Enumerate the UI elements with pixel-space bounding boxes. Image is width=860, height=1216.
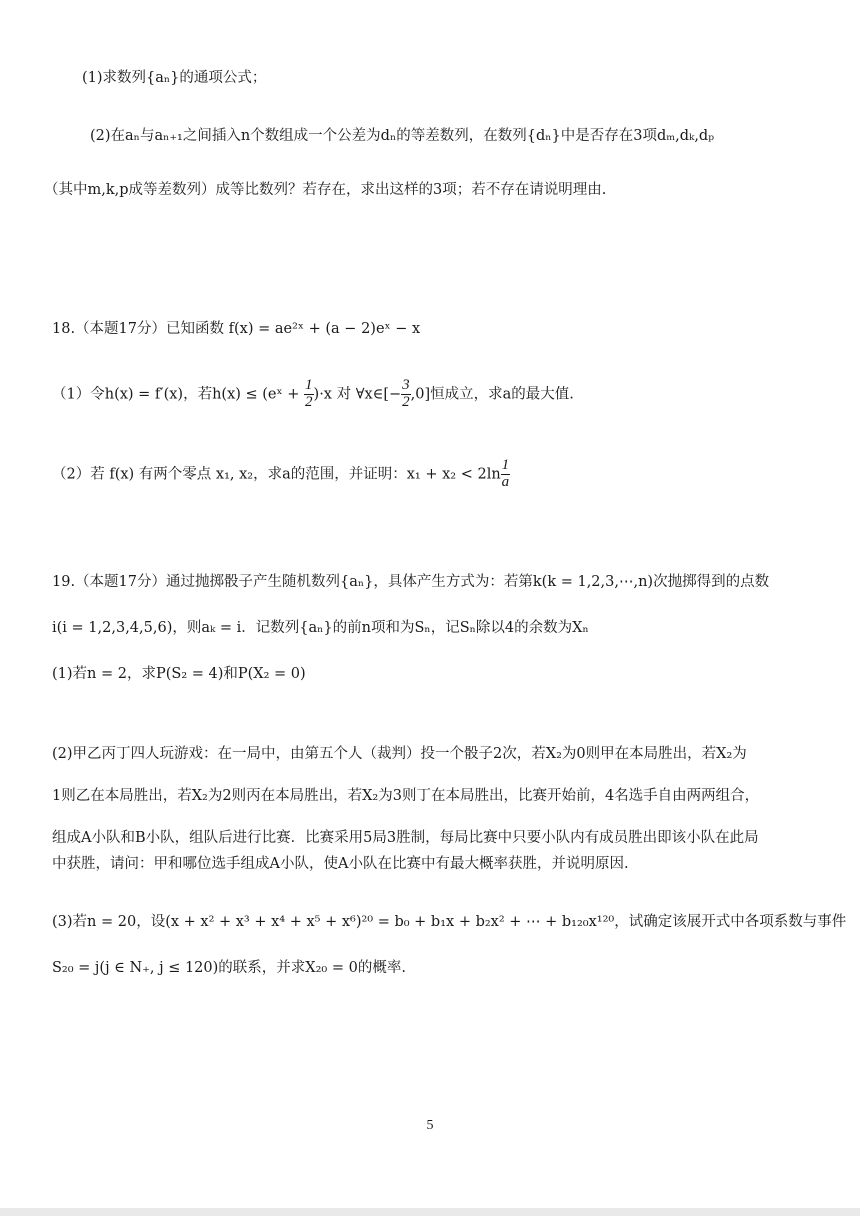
fraction-denominator: a <box>501 473 510 490</box>
fraction-numerator: 1 <box>501 457 510 473</box>
problem-19-part3-line1: (3)若n = 20，设(x + x² + x³ + x⁴ + x⁵ + x⁶)²⁰ = b₀ + b₁x + b₂x² + ⋯ + b₁₂₀x¹²⁰，试确定该展开式中各项系数与事件 <box>52 914 847 930</box>
problem-19-line2: i(i = 1,2,3,4,5,6)，则aₖ = i．记数列{aₙ}的前n项和为Sₙ，记Sₙ除以4的余数为Xₙ <box>52 620 589 636</box>
problem-18-part1-text-a: （1）令h(x) = f′(x)，若h(x) ≤ (eˣ + <box>52 386 305 403</box>
problem-18-part1-text-b: )·x 对 ∀x∈[− <box>313 386 402 403</box>
problem-19-part3-line2: S₂₀ = j(j ∈ N₊, j ≤ 120)的联系，并求X₂₀ = 0的概率. <box>52 960 406 976</box>
fraction-one-over-a <box>501 458 511 491</box>
problem-19-part1: (1)若n = 2，求P(S₂ = 4)和P(X₂ = 0) <box>52 666 306 682</box>
problem-19-part2-line3: 组成A小队和B小队，组队后进行比赛．比赛采用5局3胜制，每局比赛中只要小队内有成员胜出即该小队在此局 <box>52 830 759 846</box>
problem-17-part2-line2: （其中m,k,p成等差数列）成等比数列？若存在，求出这样的3项；若不存在请说明理由. <box>44 182 607 198</box>
fraction-numerator: 3 <box>402 377 410 393</box>
problem-18-part1-text-c: ,0]恒成立，求a的最大值. <box>410 386 574 403</box>
problem-19-part2-line1: (2)甲乙丙丁四人玩游戏：在一局中，由第五个人（裁判）投一个骰子2次，若X₂为0则甲在本局胜出，若X₂为 <box>52 746 747 762</box>
fraction-denominator: 2 <box>305 393 313 410</box>
bottom-edge-band <box>0 1208 860 1216</box>
problem-19-part2-line2: 1则乙在本局胜出，若X₂为2则丙在本局胜出，若X₂为3则丁在本局胜出，比赛开始前，4名选手自由两两组合， <box>52 788 760 804</box>
fraction-numerator: 1 <box>305 377 313 393</box>
problem-19-line1: 19.（本题17分）通过抛掷骰子产生随机数列{aₙ}，具体产生方式为：若第k(k = 1,2,3,⋯,n)次抛掷得到的点数 <box>52 574 770 590</box>
problem-18-header: 18.（本题17分）已知函数 f(x) = ae²ˣ + (a − 2)eˣ − x <box>52 321 421 337</box>
problem-18-part2 <box>52 458 510 491</box>
problem-18-part1 <box>52 378 574 411</box>
fraction-one-half <box>304 378 314 411</box>
page-number: 5 <box>426 1118 434 1133</box>
fraction-three-halves <box>401 378 411 411</box>
problem-18-part2-text: （2）若 f(x) 有两个零点 x₁, x₂，求a的范围，并证明：x₁ + x₂ < 2ln <box>52 466 501 483</box>
fraction-denominator: 2 <box>402 393 410 410</box>
problem-17-part2-line1: (2)在aₙ与aₙ₊₁之间插入n个数组成一个公差为dₙ的等差数列，在数列{dₙ}中是否存在3项dₘ,dₖ,dₚ <box>90 128 715 144</box>
problem-19-part2-line4: 中获胜，请问：甲和哪位选手组成A小队，使A小队在比赛中有最大概率获胜，并说明原因. <box>52 856 629 872</box>
problem-17-part1: (1)求数列{aₙ}的通项公式； <box>82 70 267 86</box>
